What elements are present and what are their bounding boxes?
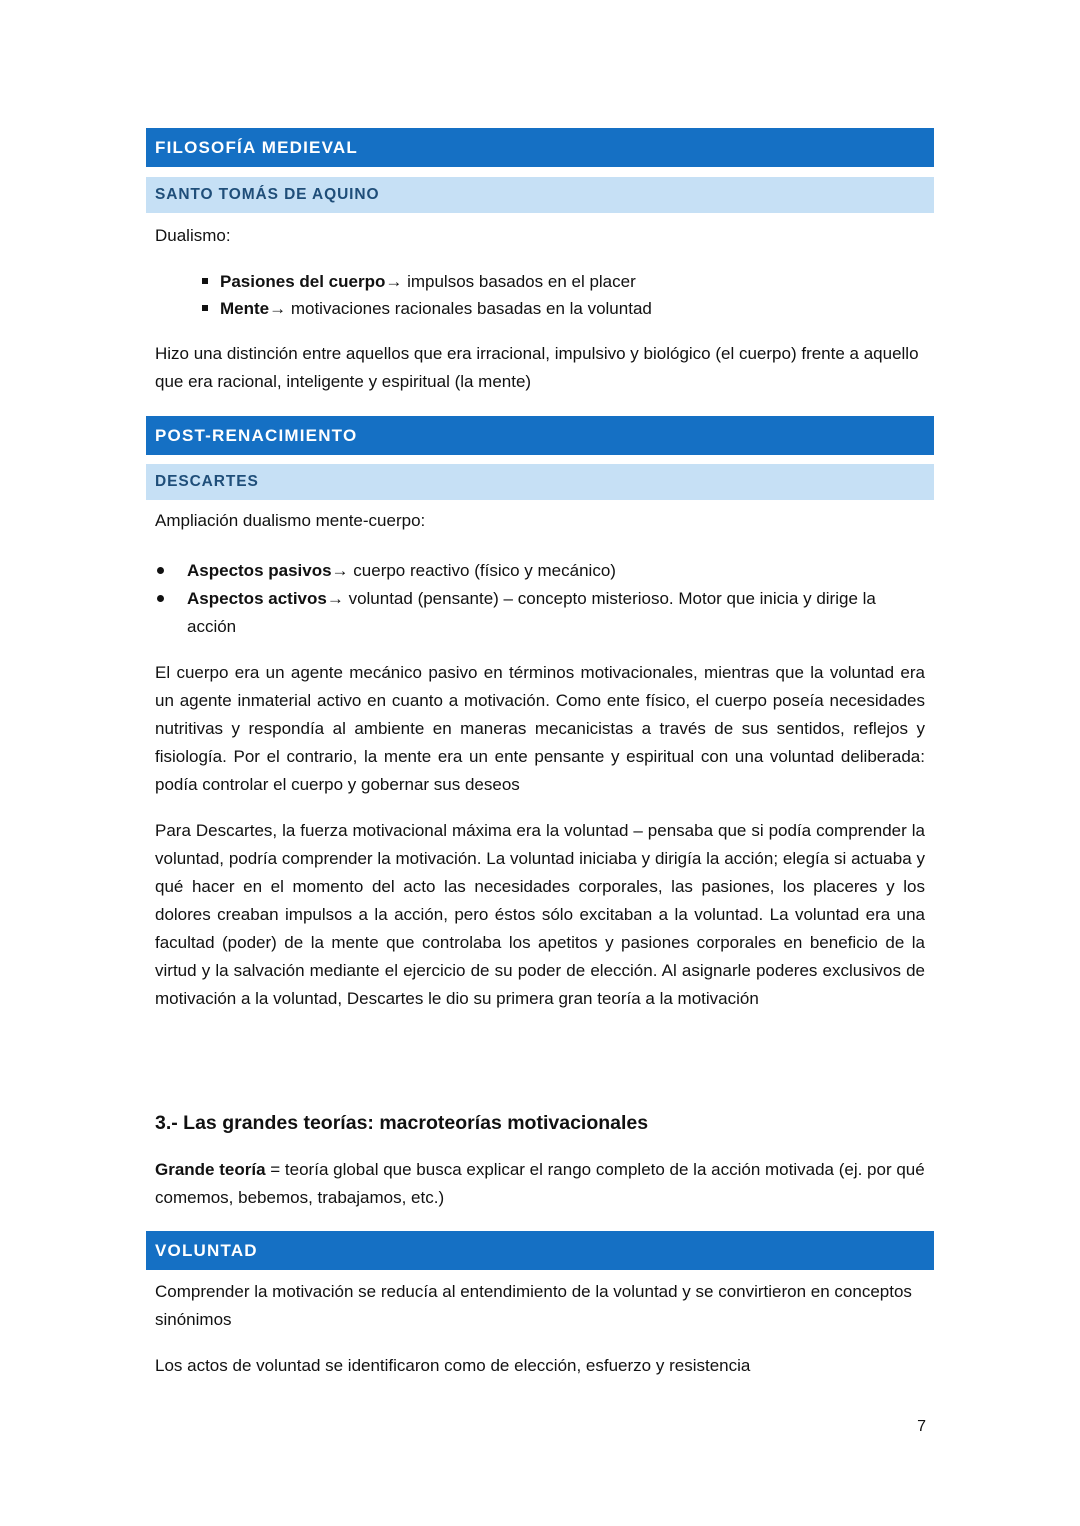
bullet-term: Aspectos pasivos→ — [187, 561, 349, 580]
descartes-paragraph-1: El cuerpo era un agente mecánico pasivo en términos motivacionales, mientras que la voluntad era un agente inmaterial activo en cuanto a motivación. Como ente físico, el cuerpo poseía necesidades nutritivas y respondía al ambiente en maneras mecanicistas a través de sus sentidos, reflejos y fisiología. Por el contrario, la mente era un ente pensante y espiritual con una voluntad deliberada: podía controlar el cuerpo y gobernar sus deseos — [155, 663, 925, 794]
dualismo-intro: Dualismo: — [155, 226, 231, 245]
descartes-paragraph-2: Para Descartes, la fuerza motivacional máxima era la voluntad – pensaba que si podía comprender la voluntad, podría comprender la motivación. La voluntad iniciaba y dirigía la acción; elegía si actuaba y qué hacer en el momento del acto las necesidades corporales, las pasiones, los placeres y los dolores creaban impulsos a la acción, pero éstos sólo excitaban a la voluntad. La voluntad era una facultad (poder) de la mente que controlaba los apetitos y pasiones corporales en beneficio de la virtud y la salvación mediante el ejercicio de su poder de elección. Al asignarle poderes exclusivos de motivación a la voluntad, Descartes le dio su primera gran teoría a la motivación — [155, 821, 925, 1008]
section-header-post-renacimiento: POST-RENACIMIENTO — [146, 416, 934, 455]
bullet-term: Aspectos activos→ — [187, 589, 344, 608]
subsection-header-descartes: DESCARTES — [146, 464, 934, 500]
square-bullet-icon — [202, 305, 208, 311]
subsection-header-santo-tomas: SANTO TOMÁS DE AQUINO — [146, 177, 934, 213]
section-header-filosofia-medieval: FILOSOFÍA MEDIEVAL — [146, 128, 934, 167]
list-item — [155, 268, 925, 295]
grande-teoria-definition — [155, 1156, 925, 1212]
bullet-text: voluntad (pensante) – concepto misterioso. Motor que inicia y dirige la acción — [187, 589, 876, 636]
bullet-text: motivaciones racionales basadas en la voluntad — [286, 299, 652, 318]
bullet-text: impulsos basados en el placer — [402, 272, 636, 291]
list-item — [155, 557, 925, 585]
bullet-text: cuerpo reactivo (físico y mecánico) — [348, 561, 616, 580]
definition-text: = teoría global que busca explicar el rango completo de la acción motivada (ej. por qué comemos, bebemos, trabajamos, etc.) — [155, 1160, 925, 1207]
round-bullet-icon — [157, 595, 164, 602]
list-item — [155, 295, 925, 322]
theories-heading: 3.- Las grandes teorías: macroteorías motivacionales — [155, 1112, 649, 1134]
bullet-term: Mente→ — [220, 299, 287, 318]
voluntad-paragraph-2: Los actos de voluntad se identificaron como de elección, esfuerzo y resistencia — [155, 1356, 751, 1375]
descartes-list — [155, 557, 925, 641]
voluntad-paragraph-1: Comprender la motivación se reducía al entendimiento de la voluntad y se convirtieron en conceptos sinónimos — [155, 1282, 912, 1329]
bullet-term: Pasiones del cuerpo→ — [220, 272, 403, 291]
descartes-intro: Ampliación dualismo mente-cuerpo: — [155, 511, 426, 530]
square-bullet-icon — [202, 278, 208, 284]
dualismo-list — [155, 268, 925, 322]
page-number: 7 — [917, 1418, 926, 1435]
definition-term: Grande teoría — [155, 1160, 266, 1179]
section-header-voluntad: VOLUNTAD — [146, 1231, 934, 1270]
round-bullet-icon — [157, 567, 164, 574]
medieval-paragraph: Hizo una distinción entre aquellos que era irracional, impulsivo y biológico (el cuerpo) frente a aquello que era racional, inteligente y espiritual (la mente) — [155, 344, 919, 391]
list-item — [155, 585, 925, 641]
